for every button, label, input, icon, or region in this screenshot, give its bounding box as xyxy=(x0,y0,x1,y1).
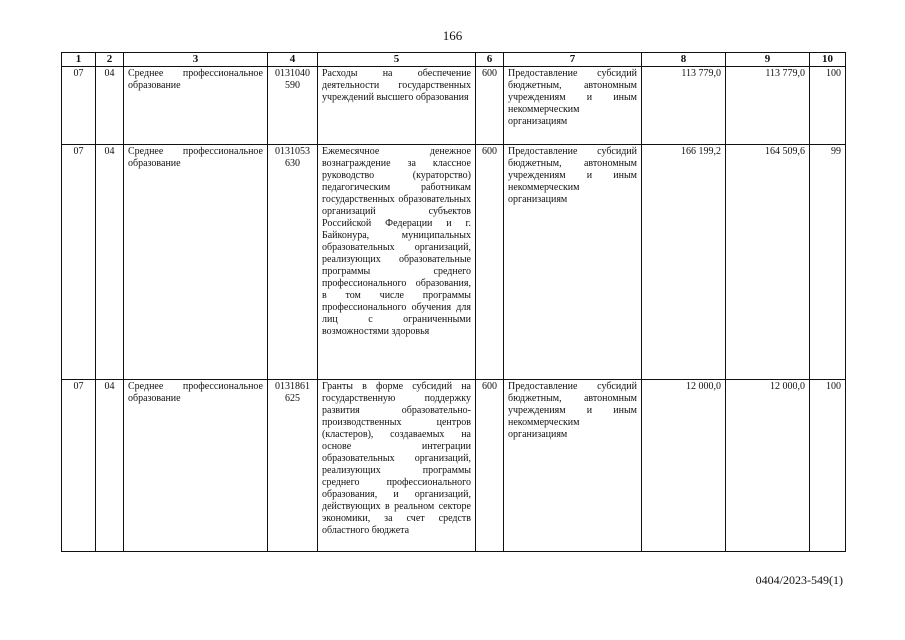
subsection-name: Среднее профессиональное образование xyxy=(124,145,268,380)
executed-amount: 113 779,0 xyxy=(726,67,810,145)
section-code: 07 xyxy=(62,380,96,552)
subsection-name: Среднее профессиональное образование xyxy=(124,380,268,552)
table-row xyxy=(62,380,846,552)
expense-type-code: 600 xyxy=(476,67,504,145)
target-article-name: Расходы на обеспечение деятельности государственных учреждений высшего образования xyxy=(318,67,476,145)
subsection-name: Среднее профессиональное образование xyxy=(124,67,268,145)
expense-type-name: Предоставление субсидий бюджетным, автономным учреждениям и иным некоммерческим организациям xyxy=(504,67,642,145)
planned-amount: 166 199,2 xyxy=(642,145,726,380)
column-header: 6 xyxy=(476,53,504,67)
execution-percent: 99 xyxy=(810,145,846,380)
column-header: 2 xyxy=(96,53,124,67)
column-header: 7 xyxy=(504,53,642,67)
budget-table xyxy=(61,52,846,552)
target-article-code: 0131861 625 xyxy=(268,380,318,552)
column-header: 4 xyxy=(268,53,318,67)
expense-type-name: Предоставление субсидий бюджетным, автономным учреждениям и иным некоммерческим организациям xyxy=(504,145,642,380)
document-code: 0404/2023-549(1) xyxy=(755,573,843,587)
expense-type-code: 600 xyxy=(476,380,504,552)
execution-percent: 100 xyxy=(810,67,846,145)
column-header: 9 xyxy=(726,53,810,67)
subsection-code: 04 xyxy=(96,380,124,552)
planned-amount: 113 779,0 xyxy=(642,67,726,145)
target-article-code: 0131053 630 xyxy=(268,145,318,380)
section-code: 07 xyxy=(62,145,96,380)
column-header: 10 xyxy=(810,53,846,67)
column-header: 3 xyxy=(124,53,268,67)
executed-amount: 164 509,6 xyxy=(726,145,810,380)
header-row xyxy=(62,53,846,67)
page-number: 166 xyxy=(442,28,463,43)
column-header: 1 xyxy=(62,53,96,67)
section-code: 07 xyxy=(62,67,96,145)
planned-amount: 12 000,0 xyxy=(642,380,726,552)
execution-percent: 100 xyxy=(810,380,846,552)
executed-amount: 12 000,0 xyxy=(726,380,810,552)
target-article-code: 0131040 590 xyxy=(268,67,318,145)
table-row xyxy=(62,145,846,380)
target-article-name: Ежемесячное денежное вознаграждение за классное руководство (кураторство) педагогическим работникам государственных образовательных организаций субъектов Российской Федерации и г. Байконура, муниципальных образовательных организаций, реализующих образовательные программы среднего профессионального образования, в том числе программы профессионального обучения для лиц с ограниченными возможностями здоровья xyxy=(318,145,476,380)
target-article-name: Гранты в форме субсидий на государственную поддержку развития образовательно-производственных центров (кластеров), создаваемых на основе интеграции образовательных организаций, реализующих программы среднего профессионального образования, и организаций, действующих в реальном секторе экономики, за счет средств областного бюджета xyxy=(318,380,476,552)
subsection-code: 04 xyxy=(96,145,124,380)
expense-type-name: Предоставление субсидий бюджетным, автономным учреждениям и иным некоммерческим организациям xyxy=(504,380,642,552)
column-header: 8 xyxy=(642,53,726,67)
subsection-code: 04 xyxy=(96,67,124,145)
expense-type-code: 600 xyxy=(476,145,504,380)
table-row xyxy=(62,67,846,145)
column-header: 5 xyxy=(318,53,476,67)
